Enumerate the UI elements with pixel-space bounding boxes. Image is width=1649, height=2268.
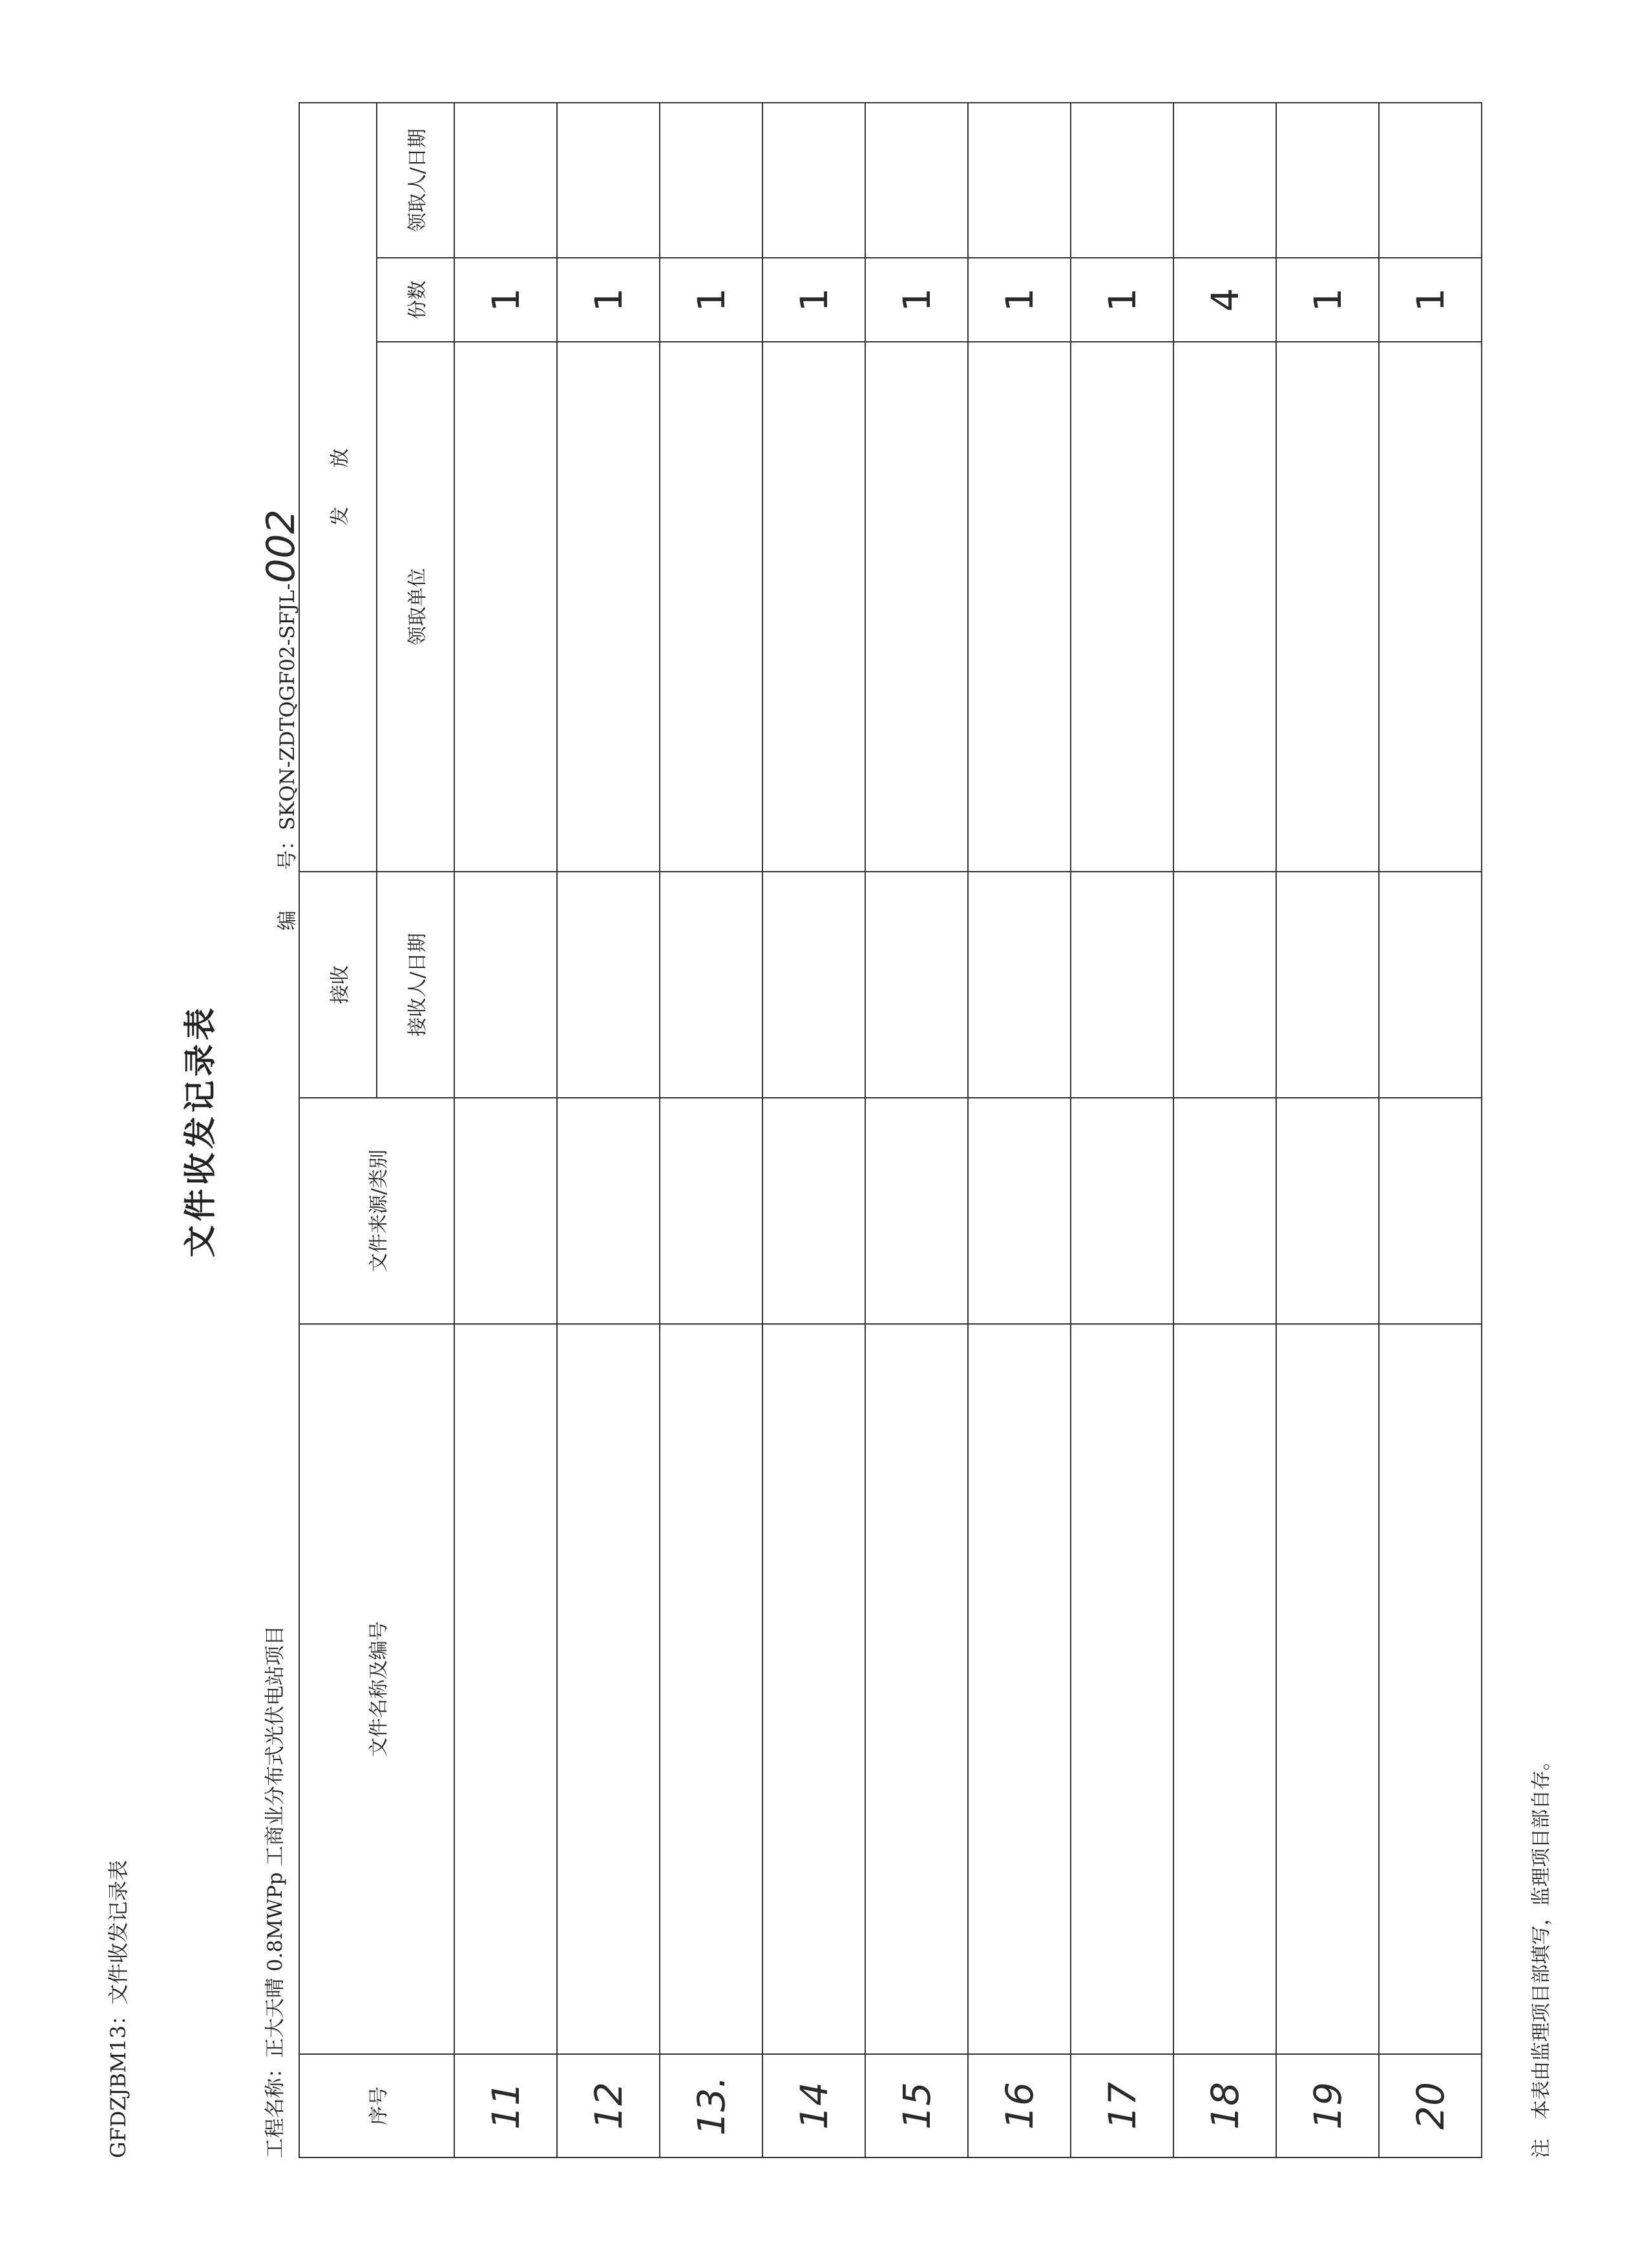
copies-cell: 1 <box>1071 258 1173 342</box>
taker-cell <box>1276 103 1379 258</box>
file-name-cell <box>1276 1324 1379 2054</box>
table-row <box>1379 103 1482 2158</box>
unit-cell <box>454 342 557 872</box>
row-index: 12 <box>557 2054 660 2158</box>
receiver-cell <box>454 872 557 1098</box>
row-index: 13. <box>660 2054 762 2158</box>
header-file-name: 文件名称及编号 <box>299 1324 454 2054</box>
file-name-cell <box>968 1324 1071 2054</box>
copies-cell: 1 <box>762 258 865 342</box>
header-index: 序号 <box>299 2054 454 2158</box>
taker-cell <box>968 103 1071 258</box>
project-line <box>258 1626 288 2158</box>
form-code: GFDZJBM13：文件收发记录表 <box>106 1860 131 2158</box>
taker-cell <box>1173 103 1276 258</box>
receiver-cell <box>1276 872 1379 1098</box>
header-issue-group: 发 放 <box>299 103 377 872</box>
unit-cell <box>1071 342 1173 872</box>
table-row <box>454 103 557 2158</box>
project-label: 工程名称： <box>264 2058 287 2158</box>
source-cell <box>865 1098 968 1324</box>
header-receive-group: 接收 <box>299 872 377 1098</box>
table-row <box>557 103 660 2158</box>
taker-cell <box>557 103 660 258</box>
row-index: 20 <box>1379 2054 1482 2158</box>
source-cell <box>454 1098 557 1324</box>
file-name-cell <box>1173 1324 1276 2054</box>
number-suffix: 002 <box>258 509 304 583</box>
unit-cell <box>762 342 865 872</box>
row-index: 11 <box>454 2054 557 2158</box>
row-index: 17 <box>1071 2054 1173 2158</box>
project-name: 正大天晴 0.8MWPp 工商业分布式光伏电站项目 <box>264 1625 287 2058</box>
header-taker: 领取人/日期 <box>377 103 454 258</box>
taker-cell <box>660 103 762 258</box>
taker-cell <box>865 103 968 258</box>
table-row <box>762 103 865 2158</box>
table-row <box>865 103 968 2158</box>
copies-cell: 1 <box>1276 258 1379 342</box>
number-value: SKQN-ZDTQGF02-SFJL- <box>276 583 299 830</box>
unit-cell <box>968 342 1071 872</box>
unit-cell <box>1379 342 1482 872</box>
table-row <box>968 103 1071 2158</box>
records-table <box>299 102 1482 2158</box>
file-name-cell <box>557 1324 660 2054</box>
receiver-cell <box>762 872 865 1098</box>
taker-cell <box>454 103 557 258</box>
header-source: 文件来源/类别 <box>299 1098 454 1324</box>
file-name-cell <box>454 1324 557 2054</box>
source-cell <box>1071 1098 1173 1324</box>
header-receiver: 接收人/日期 <box>377 872 454 1098</box>
row-index: 16 <box>968 2054 1071 2158</box>
source-cell <box>762 1098 865 1324</box>
copies-cell: 1 <box>557 258 660 342</box>
copies-cell: 4 <box>1173 258 1276 342</box>
number-label: 编 号： <box>276 830 299 930</box>
receiver-cell <box>1379 872 1482 1098</box>
taker-cell <box>1379 103 1482 258</box>
copies-cell: 1 <box>1379 258 1482 342</box>
table-row <box>1276 103 1379 2158</box>
unit-cell <box>865 342 968 872</box>
row-index: 15 <box>865 2054 968 2158</box>
row-index: 18 <box>1173 2054 1276 2158</box>
taker-cell <box>1071 103 1173 258</box>
source-cell <box>557 1098 660 1324</box>
row-index: 14 <box>762 2054 865 2158</box>
unit-cell <box>557 342 660 872</box>
file-name-cell <box>865 1324 968 2054</box>
file-name-cell <box>1379 1324 1482 2054</box>
document-number-line <box>258 509 304 930</box>
source-cell <box>1173 1098 1276 1324</box>
file-name-cell <box>1071 1324 1173 2054</box>
source-cell <box>1276 1098 1379 1324</box>
receiver-cell <box>865 872 968 1098</box>
footnote: 注 本表由监理项目部填写，监理项目部自存。 <box>1530 1751 1553 2158</box>
document-title: 文件收发记录表 <box>182 1004 219 1257</box>
unit-cell <box>660 342 762 872</box>
receiver-cell <box>968 872 1071 1098</box>
copies-cell: 1 <box>660 258 762 342</box>
receiver-cell <box>557 872 660 1098</box>
unit-cell <box>1173 342 1276 872</box>
source-cell <box>1379 1098 1482 1324</box>
copies-cell: 1 <box>968 258 1071 342</box>
header-unit: 领取单位 <box>377 342 454 872</box>
source-cell <box>968 1098 1071 1324</box>
file-name-cell <box>660 1324 762 2054</box>
unit-cell <box>1276 342 1379 872</box>
file-name-cell <box>762 1324 865 2054</box>
taker-cell <box>762 103 865 258</box>
records-body <box>454 103 1482 2158</box>
row-index: 19 <box>1276 2054 1379 2158</box>
table-row <box>1173 103 1276 2158</box>
table-row <box>1071 103 1173 2158</box>
copies-cell: 1 <box>865 258 968 342</box>
table-row <box>660 103 762 2158</box>
receiver-cell <box>1173 872 1276 1098</box>
header-copies: 份数 <box>377 258 454 342</box>
copies-cell: 1 <box>454 258 557 342</box>
receiver-cell <box>1071 872 1173 1098</box>
source-cell <box>660 1098 762 1324</box>
receiver-cell <box>660 872 762 1098</box>
